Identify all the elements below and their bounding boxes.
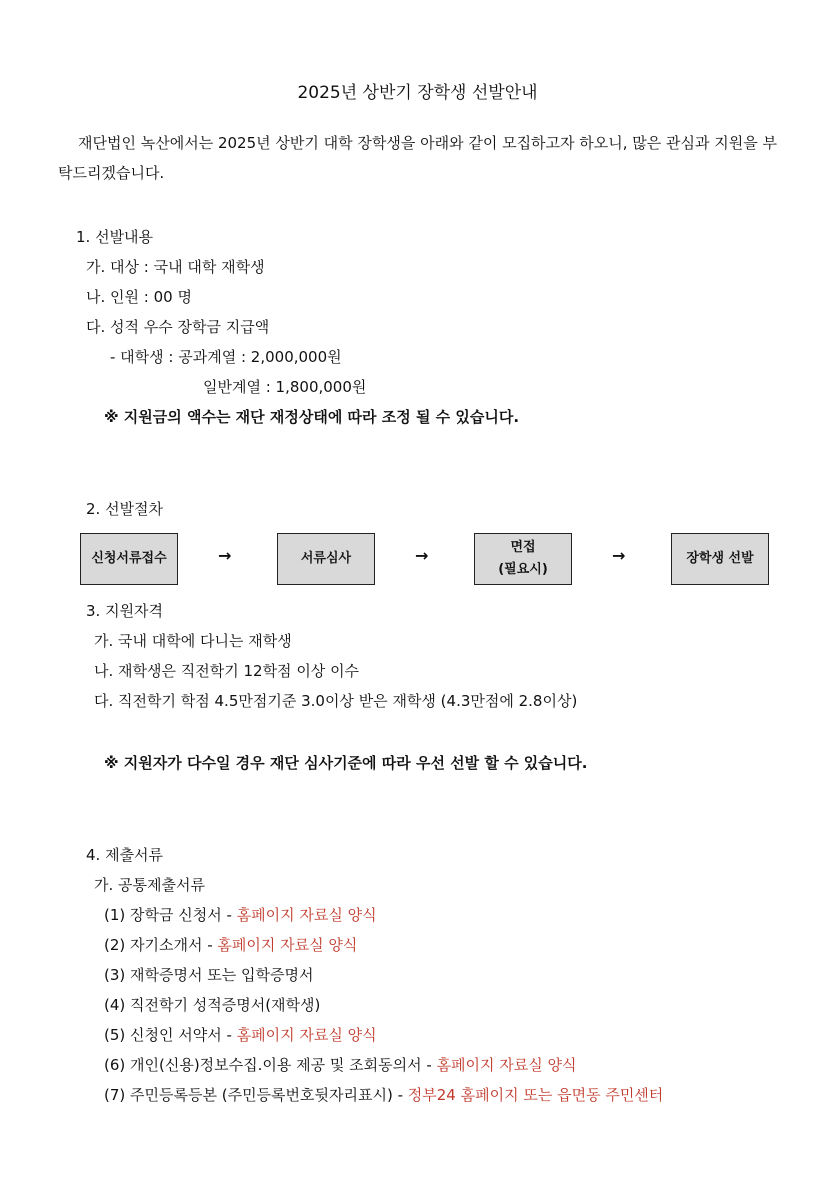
section4-heading: 4. 제출서류 xyxy=(86,846,164,864)
intro-text: 재단법인 녹산에서는 2025년 상반기 대학 장학생을 아래와 같이 모집하고자 하오니, 많은 관심과 지원을 부탁드리겠습니다. xyxy=(58,134,778,182)
step-label: 면접 xyxy=(510,540,536,555)
section2-heading: 2. 선발절차 xyxy=(86,500,164,518)
doc-text: (1) 장학금 신청서 - xyxy=(104,906,237,924)
arrow-icon: → xyxy=(612,546,626,565)
doc-text: (7) 주민등록등본 (주민등록번호뒷자리표시) - xyxy=(104,1086,408,1104)
step-document-review xyxy=(277,533,375,585)
doc-source: 홈페이지 자료실 양식 xyxy=(236,906,377,924)
doc-item xyxy=(104,964,313,985)
doc-text: (2) 자기소개서 - xyxy=(104,936,218,954)
arrow-icon: → xyxy=(415,546,429,565)
step-label: 장학생 선발 xyxy=(686,551,754,566)
doc-source: 홈페이지 자료실 양식 xyxy=(217,936,358,954)
amount-general: 일반계열 : 1,800,000원 xyxy=(203,378,367,396)
step-application xyxy=(80,533,178,585)
doc-item xyxy=(104,1024,377,1045)
arrow-icon: → xyxy=(218,546,232,565)
document-title: 2025년 상반기 장학생 선발안내 xyxy=(297,83,538,103)
doc-source: 정부24 홈페이지 또는 읍면동 주민센터 xyxy=(407,1086,664,1104)
doc-text: (6) 개인(신용)정보수집.이용 제공 및 조회동의서 - xyxy=(104,1056,437,1074)
step-selection xyxy=(671,533,769,585)
section1-note: ※ 지원금의 액수는 재단 재정상태에 따라 조정 될 수 있습니다. xyxy=(104,408,520,426)
step-label: 신청서류접수 xyxy=(91,551,167,566)
doc-source: 홈페이지 자료실 양식 xyxy=(436,1056,577,1074)
section1-item-target: 가. 대상 : 국내 대학 재학생 xyxy=(86,258,265,276)
section3-note: ※ 지원자가 다수일 경우 재단 심사기준에 따라 우선 선발 할 수 있습니다. xyxy=(104,754,588,772)
section1-heading: 1. 선발내용 xyxy=(76,228,154,246)
step-label: 서류심사 xyxy=(300,551,352,566)
doc-item xyxy=(104,904,377,925)
doc-text: (3) 재학증명서 또는 입학증명서 xyxy=(104,966,314,984)
section3-item: 다. 직전학기 학점 4.5만점기준 3.0이상 받은 재학생 (4.3만점에 2.8이상) xyxy=(94,692,578,710)
section3-item: 가. 국내 대학에 다니는 재학생 xyxy=(94,632,292,650)
doc-item xyxy=(104,994,320,1015)
doc-text: (5) 신청인 서약서 - xyxy=(104,1026,237,1044)
doc-source: 홈페이지 자료실 양식 xyxy=(236,1026,377,1044)
amount-engineering: - 대학생 : 공과계열 : 2,000,000원 xyxy=(110,348,342,366)
section3-item: 나. 재학생은 직전학기 12학점 이상 이수 xyxy=(94,662,360,680)
doc-text: (4) 직전학기 성적증명서(재학생) xyxy=(104,996,321,1014)
doc-item xyxy=(104,1084,663,1105)
doc-item xyxy=(104,934,357,955)
step-sublabel: (필요시) xyxy=(498,562,548,577)
doc-item xyxy=(104,1054,577,1075)
section4-subheading: 가. 공통제출서류 xyxy=(94,876,205,894)
section3-heading: 3. 지원자격 xyxy=(86,602,164,620)
step-interview xyxy=(474,533,572,585)
intro-paragraph xyxy=(58,128,778,188)
section1-item-count: 나. 인원 : 00 명 xyxy=(86,288,192,306)
section1-item-amount: 다. 성적 우수 장학금 지급액 xyxy=(86,318,270,336)
